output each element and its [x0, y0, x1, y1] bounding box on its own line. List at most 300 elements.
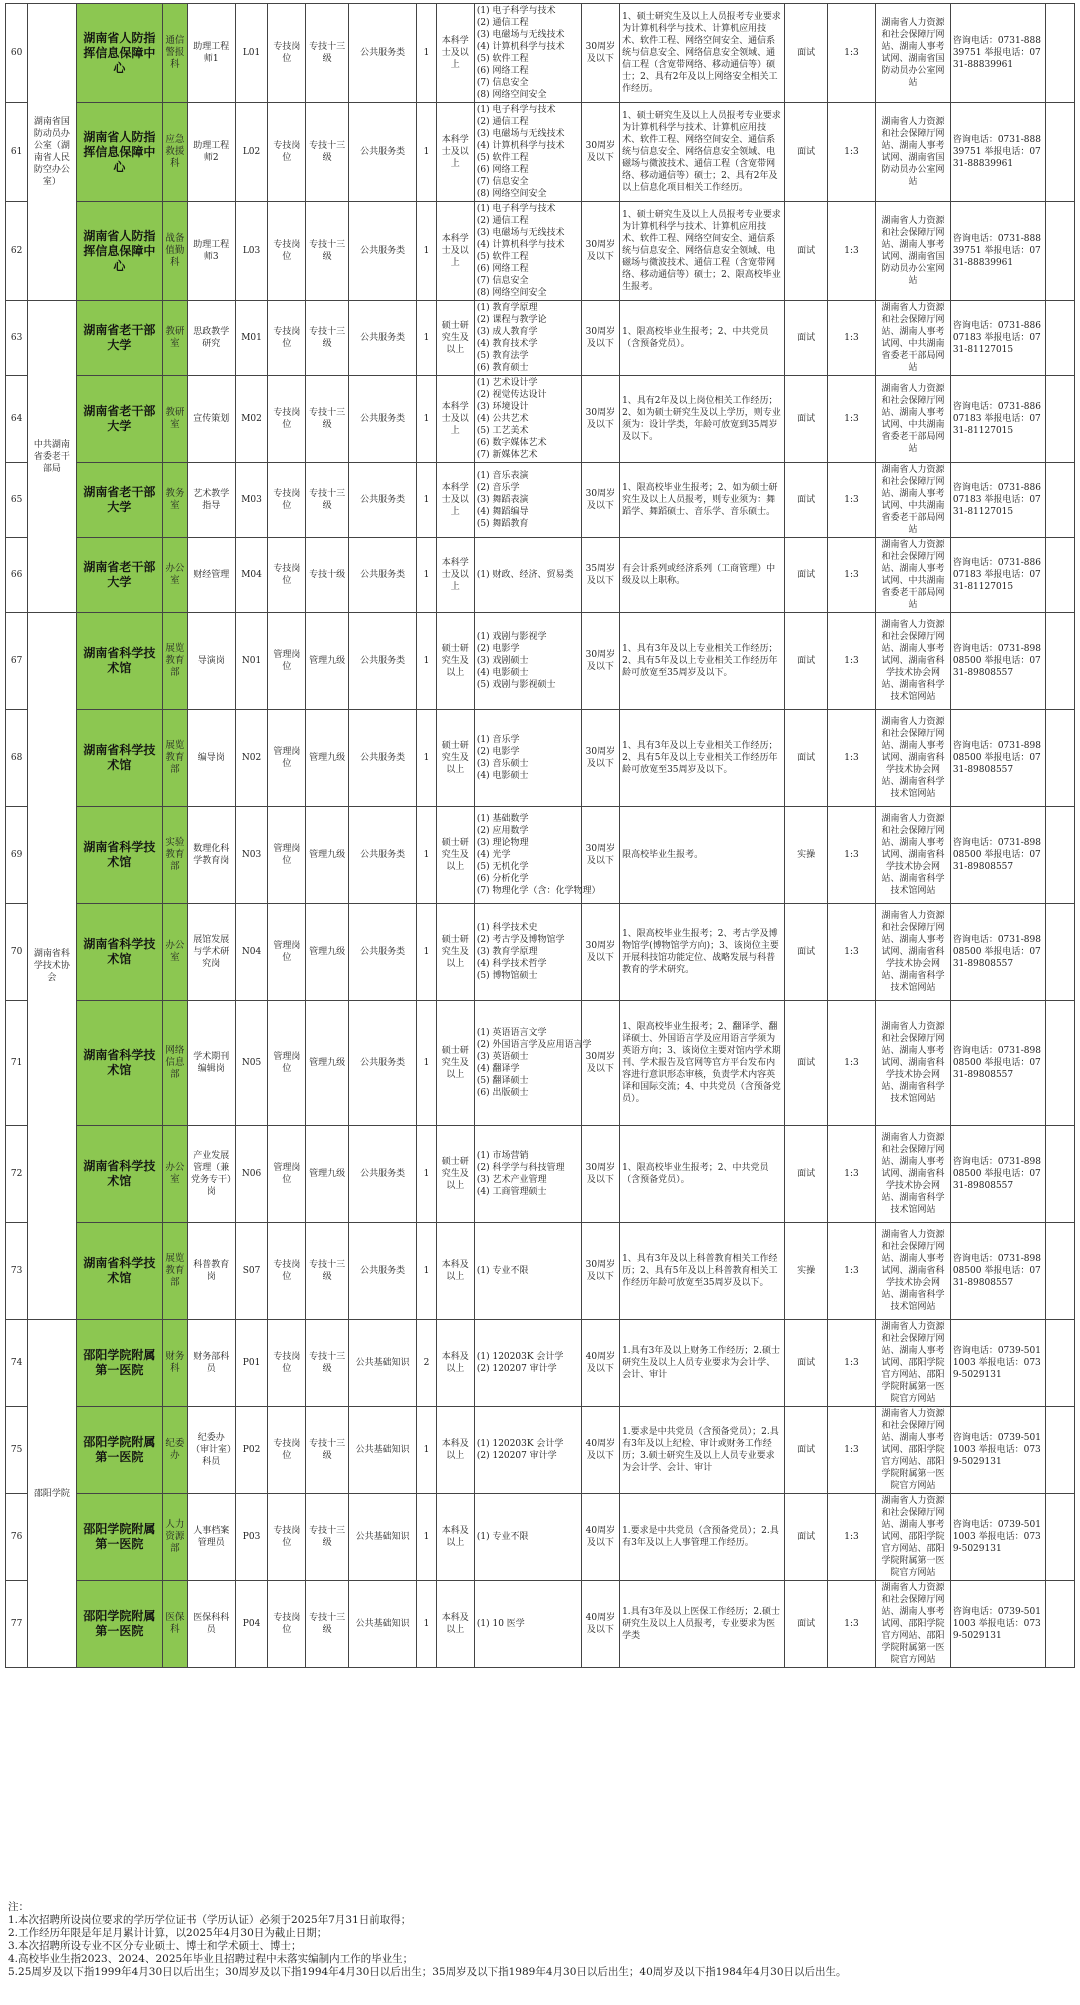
majors-list: [474, 904, 581, 1001]
row-number: 71: [6, 1001, 28, 1126]
department: 网络信息部: [163, 1001, 187, 1126]
major-item: (6) 网络工程: [476, 165, 529, 175]
post-name: 财务部科员: [187, 1320, 235, 1407]
row-number: 77: [6, 1581, 28, 1668]
age-limit: 30周岁及以下: [581, 103, 619, 202]
majors-list: [474, 538, 581, 613]
table-row: [6, 904, 1075, 1001]
major-item: (1) 艺术设计学: [476, 378, 538, 388]
unit-name: 湖南省科学技术馆: [76, 710, 163, 807]
major-item: (4) 计算机科学与技术: [476, 42, 565, 52]
major-item: (1) 基础数学: [476, 814, 529, 824]
major-item: (3) 成人教育学: [476, 327, 538, 337]
notice-channel: 湖南省人力资源和社会保障厅网站、湖南人事考试网、邵阳学院官方网站、邵阳学院附属第一医院官方网站: [876, 1407, 951, 1494]
remark: [1045, 904, 1074, 1001]
other-requirements: 有会计系列或经济系列（工商管理）中级及以上职称。: [620, 538, 785, 613]
education: 本科及以上: [436, 1494, 474, 1581]
post-level: 专技十三级: [306, 1581, 348, 1668]
recruitment-table: [5, 3, 1075, 1668]
row-number: 60: [6, 4, 28, 103]
other-requirements: 1、具有3年及以上专业相关工作经历；2、具有5年及以上专业相关工作经历年龄可放宽至35周岁及以下。: [620, 613, 785, 710]
post-type: 专技岗位: [268, 4, 306, 103]
ratio: 1:3: [827, 807, 875, 904]
unit-name: 湖南省人防指挥信息保障中心: [76, 103, 163, 202]
post-name: 助理工程师3: [187, 202, 235, 301]
unit-name: 邵阳学院附属第一医院: [76, 1494, 163, 1581]
post-code: L02: [235, 103, 267, 202]
contact-info: 咨询电话：0731-89808500 举报电话：0731-89808557: [950, 613, 1045, 710]
major-item: (4) 计算机科学与技术: [476, 141, 565, 151]
major-item: (1) 电子科学与技术: [476, 6, 556, 16]
exam-category: 公共基础知识: [348, 1320, 417, 1407]
majors-list: [474, 613, 581, 710]
notes-section: [8, 1901, 1068, 1979]
post-type: 专技岗位: [268, 1407, 306, 1494]
post-name: 学术期刊编辑岗: [187, 1001, 235, 1126]
post-type: 专技岗位: [268, 1494, 306, 1581]
education: 本科学士及以上: [436, 463, 474, 538]
major-item: (2) 科学学与科技管理: [476, 1163, 565, 1173]
post-level: 专技十三级: [306, 202, 348, 301]
hire-count: 1: [417, 904, 436, 1001]
ratio: 1:3: [827, 202, 875, 301]
post-type: 管理岗位: [268, 1126, 306, 1223]
exam-method: 面试: [785, 103, 827, 202]
ratio: 1:3: [827, 376, 875, 463]
education: 硕士研究生及以上: [436, 1001, 474, 1126]
unit-name: 湖南省老干部大学: [76, 301, 163, 376]
remark: [1045, 613, 1074, 710]
post-name: 艺术教学指导: [187, 463, 235, 538]
major-item: (2) 通信工程: [476, 18, 529, 28]
ratio: 1:3: [827, 904, 875, 1001]
major-item: (7) 物理化学（含：化学物理）: [476, 886, 601, 896]
department: 办公室: [163, 538, 187, 613]
contact-info: 咨询电话：0731-88607183 举报电话：0731-81127015: [950, 463, 1045, 538]
major-item: (1) 财政、经济、贸易类: [476, 570, 574, 580]
exam-method: 面试: [785, 1126, 827, 1223]
ratio: 1:3: [827, 613, 875, 710]
table-row: [6, 1320, 1075, 1407]
major-item: (6) 教育硕士: [476, 363, 529, 373]
exam-method: 面试: [785, 1407, 827, 1494]
hire-count: 2: [417, 1320, 436, 1407]
post-code: S07: [235, 1223, 267, 1320]
hire-count: 1: [417, 1494, 436, 1581]
remark: [1045, 1494, 1074, 1581]
major-item: (1) 音乐学: [476, 735, 520, 745]
education: 本科学士及以上: [436, 103, 474, 202]
remark: [1045, 538, 1074, 613]
exam-category: 公共服务类: [348, 807, 417, 904]
table-row: [6, 1126, 1075, 1223]
post-level: 管理九级: [306, 613, 348, 710]
major-item: (2) 外国语言学及应用语言学: [476, 1040, 592, 1050]
education: 本科及以上: [436, 1320, 474, 1407]
remark: [1045, 202, 1074, 301]
post-level: 管理九级: [306, 1001, 348, 1126]
contact-info: 咨询电话：0731-89808500 举报电话：0731-89808557: [950, 1126, 1045, 1223]
ratio: 1:3: [827, 301, 875, 376]
major-item: (5) 软件工程: [476, 252, 529, 262]
majors-list: [474, 463, 581, 538]
major-item: (2) 音乐学: [476, 483, 520, 493]
major-item: (3) 理论物理: [476, 838, 529, 848]
majors-list: [474, 301, 581, 376]
org-name: 邵阳学院: [28, 1320, 76, 1668]
contact-info: 咨询电话：0731-88839751 举报电话：0731-88839961: [950, 202, 1045, 301]
row-number: 65: [6, 463, 28, 538]
exam-method: 面试: [785, 1320, 827, 1407]
notice-channel: 湖南省人力资源和社会保障厅网站、湖南人事考试网、湖南省科学技术协会网站、湖南省科学技术馆网站: [876, 1223, 951, 1320]
major-item: (4) 电影硕士: [476, 668, 529, 678]
post-type: 管理岗位: [268, 807, 306, 904]
post-code: L03: [235, 202, 267, 301]
post-type: 专技岗位: [268, 538, 306, 613]
exam-method: 实操: [785, 807, 827, 904]
row-number: 76: [6, 1494, 28, 1581]
post-code: M01: [235, 301, 267, 376]
ratio: 1:3: [827, 1320, 875, 1407]
remark: [1045, 710, 1074, 807]
major-item: (2) 通信工程: [476, 216, 529, 226]
major-item: (3) 教育学原理: [476, 947, 538, 957]
post-name: 人事档案管理员: [187, 1494, 235, 1581]
hire-count: 1: [417, 301, 436, 376]
post-type: 管理岗位: [268, 904, 306, 1001]
post-code: M03: [235, 463, 267, 538]
ratio: 1:3: [827, 1494, 875, 1581]
notice-channel: 湖南省人力资源和社会保障厅网站、湖南人事考试网、湖南省科学技术协会网站、湖南省科学技术馆网站: [876, 1126, 951, 1223]
note-item-3: 3.本次招聘所设专业不区分专业硕士、博士和学术硕士、博士；: [8, 1940, 302, 1952]
contact-info: 咨询电话：0731-89808500 举报电话：0731-89808557: [950, 1223, 1045, 1320]
major-item: (1) 市场营销: [476, 1151, 529, 1161]
unit-name: 湖南省人防指挥信息保障中心: [76, 202, 163, 301]
row-number: 70: [6, 904, 28, 1001]
table-row: [6, 1223, 1075, 1320]
major-item: (2) 通信工程: [476, 117, 529, 127]
exam-method: 面试: [785, 613, 827, 710]
hire-count: 1: [417, 463, 436, 538]
majors-list: [474, 1494, 581, 1581]
majors-list: [474, 376, 581, 463]
table-row: [6, 103, 1075, 202]
notice-channel: 湖南省人力资源和社会保障厅网站、湖南人事考试网、湖南省国防动员办公室网站: [876, 202, 951, 301]
majors-list: [474, 1126, 581, 1223]
note-item-1: 1.本次招聘所设岗位要求的学历学位证书（学历认证）必须于2025年7月31日前取得；: [8, 1914, 412, 1926]
department: 医保科: [163, 1581, 187, 1668]
unit-name: 邵阳学院附属第一医院: [76, 1581, 163, 1668]
department: 教研室: [163, 301, 187, 376]
post-level: 专技十三级: [306, 4, 348, 103]
other-requirements: 1、限高校毕业生报考；2、考古学及博物馆学(博物馆学方向)；3、该岗位主要开展科技馆功能定位、战略发展与科普教育的学术研究。: [620, 904, 785, 1001]
exam-category: 公共服务类: [348, 4, 417, 103]
major-item: (4) 翻译学: [476, 1064, 520, 1074]
exam-method: 面试: [785, 301, 827, 376]
post-name: 编导岗: [187, 710, 235, 807]
contact-info: 咨询电话：0731-89808500 举报电话：0731-89808557: [950, 1001, 1045, 1126]
exam-method: 面试: [785, 4, 827, 103]
age-limit: 30周岁及以下: [581, 1001, 619, 1126]
post-level: 专技十三级: [306, 1320, 348, 1407]
post-name: 数理化科学教育岗: [187, 807, 235, 904]
ratio: 1:3: [827, 1126, 875, 1223]
notes-title: 注：: [8, 1901, 29, 1913]
table-row: [6, 1581, 1075, 1668]
major-item: (3) 电磁场与无线技术: [476, 228, 565, 238]
table-row: [6, 202, 1075, 301]
major-item: (1) 10 医学: [476, 1619, 525, 1629]
major-item: (2) 课程与教学论: [476, 315, 547, 325]
remark: [1045, 376, 1074, 463]
other-requirements: 1、具有3年及以上科普教育相关工作经历；2、具有5年及以上科普教育相关工作经历年龄可放宽至35周岁及以下。: [620, 1223, 785, 1320]
exam-category: 公共服务类: [348, 710, 417, 807]
age-limit: 30周岁及以下: [581, 613, 619, 710]
education: 本科及以上: [436, 1223, 474, 1320]
post-level: 专技十三级: [306, 301, 348, 376]
major-item: (5) 工艺美术: [476, 426, 529, 436]
contact-info: 咨询电话：0731-89808500 举报电话：0731-89808557: [950, 904, 1045, 1001]
ratio: 1:3: [827, 463, 875, 538]
education: 本科及以上: [436, 1581, 474, 1668]
major-item: (8) 网络空间安全: [476, 90, 547, 100]
major-item: (3) 舞蹈表演: [476, 495, 529, 505]
post-code: M02: [235, 376, 267, 463]
major-item: (2) 视觉传达设计: [476, 390, 547, 400]
notice-channel: 湖南省人力资源和社会保障厅网站、湖南人事考试网、中共湖南省委老干部局网站: [876, 376, 951, 463]
major-item: (4) 电影硕士: [476, 771, 529, 781]
unit-name: 湖南省科学技术馆: [76, 904, 163, 1001]
other-requirements: 1、限高校毕业生报考；2、如为硕士研究生及以上人员报考，则专业须为：舞蹈学、舞蹈硕士、音乐学、音乐硕士。: [620, 463, 785, 538]
age-limit: 40周岁及以下: [581, 1320, 619, 1407]
major-item: (6) 网络工程: [476, 66, 529, 76]
post-type: 管理岗位: [268, 710, 306, 807]
contact-info: 咨询电话：0731-88839751 举报电话：0731-88839961: [950, 103, 1045, 202]
majors-list: [474, 1223, 581, 1320]
notice-channel: 湖南省人力资源和社会保障厅网站、湖南人事考试网、中共湖南省委老干部局网站: [876, 301, 951, 376]
major-item: (3) 艺术产业管理: [476, 1175, 547, 1185]
ratio: 1:3: [827, 1581, 875, 1668]
post-type: 专技岗位: [268, 103, 306, 202]
exam-category: 公共基础知识: [348, 1407, 417, 1494]
row-number: 72: [6, 1126, 28, 1223]
major-item: (3) 电磁场与无线技术: [476, 129, 565, 139]
unit-name: 邵阳学院附属第一医院: [76, 1407, 163, 1494]
exam-method: 面试: [785, 1494, 827, 1581]
row-number: 67: [6, 613, 28, 710]
other-requirements: 1、限高校毕业生报考；2、中共党员（含预备党员）。: [620, 301, 785, 376]
age-limit: 40周岁及以下: [581, 1581, 619, 1668]
major-item: (6) 出版硕士: [476, 1088, 529, 1098]
other-requirements: 1、硕士研究生及以上人员报考专业要求为计算机科学与技术、计算机应用技术、软件工程、网络空间安全、通信系统与信息安全、网络信息安全领域、电磁场与微波技术、通信工程（含宽带网络、移动通信等）硕士；2、限高校毕业生报考。: [620, 202, 785, 301]
notice-channel: 湖南省人力资源和社会保障厅网站、湖南人事考试网、湖南省科学技术协会网站、湖南省科学技术馆网站: [876, 807, 951, 904]
notice-channel: 湖南省人力资源和社会保障厅网站、湖南人事考试网、中共湖南省委老干部局网站: [876, 463, 951, 538]
table-row: [6, 1494, 1075, 1581]
major-item: (3) 环境设计: [476, 402, 529, 412]
exam-category: 公共服务类: [348, 202, 417, 301]
major-item: (2) 120207 审计学: [476, 1364, 557, 1374]
other-requirements: 1.要求是中共党员（含预备党员）；2.具有3年及以上纪检、审计或财务工作经历；3.硕士研究生及以上人员专业要求为会计学、会计、审计: [620, 1407, 785, 1494]
post-type: 管理岗位: [268, 1001, 306, 1126]
remark: [1045, 1407, 1074, 1494]
org-name: 湖南省国防动员办公室（湖南省人民防空办公室）: [28, 4, 76, 301]
majors-list: [474, 1001, 592, 1126]
department: 应急救援科: [163, 103, 187, 202]
remark: [1045, 1320, 1074, 1407]
education: 本科学士及以上: [436, 376, 474, 463]
post-code: N03: [235, 807, 267, 904]
post-code: N06: [235, 1126, 267, 1223]
remark: [1045, 807, 1074, 904]
unit-name: 湖南省科学技术馆: [76, 1001, 163, 1126]
department: 教务室: [163, 463, 187, 538]
post-code: N02: [235, 710, 267, 807]
unit-name: 湖南省科学技术馆: [76, 1126, 163, 1223]
hire-count: 1: [417, 376, 436, 463]
other-requirements: 1.具有3年及以上医保工作经历；2.硕士研究生及以上人员报考，专业要求为医学类: [620, 1581, 785, 1668]
age-limit: 30周岁及以下: [581, 202, 619, 301]
post-code: N05: [235, 1001, 267, 1126]
contact-info: 咨询电话：0731-88607183 举报电话：0731-81127015: [950, 301, 1045, 376]
exam-method: 实操: [785, 1223, 827, 1320]
majors-list: [474, 1581, 581, 1668]
post-level: 专技十三级: [306, 376, 348, 463]
table-row: [6, 538, 1075, 613]
exam-method: 面试: [785, 202, 827, 301]
education: 本科学士及以上: [436, 538, 474, 613]
post-code: P01: [235, 1320, 267, 1407]
major-item: (4) 科学技术哲学: [476, 959, 547, 969]
major-item: (5) 无机化学: [476, 862, 529, 872]
table-row: [6, 376, 1075, 463]
major-item: (5) 翻译硕士: [476, 1076, 529, 1086]
major-item: (2) 电影学: [476, 644, 520, 654]
post-level: 专技十三级: [306, 1407, 348, 1494]
department: 纪委办: [163, 1407, 187, 1494]
row-number: 68: [6, 710, 28, 807]
remark: [1045, 1126, 1074, 1223]
hire-count: 1: [417, 1407, 436, 1494]
hire-count: 1: [417, 1126, 436, 1223]
major-item: (1) 科学技术史: [476, 923, 538, 933]
hire-count: 1: [417, 1581, 436, 1668]
major-item: (4) 光学: [476, 850, 511, 860]
post-name: 导演岗: [187, 613, 235, 710]
hire-count: 1: [417, 710, 436, 807]
exam-category: 公共服务类: [348, 904, 417, 1001]
remark: [1045, 1581, 1074, 1668]
post-code: L01: [235, 4, 267, 103]
table-row: [6, 807, 1075, 904]
education: 硕士研究生及以上: [436, 710, 474, 807]
post-name: 助理工程师1: [187, 4, 235, 103]
age-limit: 30周岁及以下: [581, 1223, 619, 1320]
exam-category: 公共服务类: [348, 1223, 417, 1320]
post-level: 专技十三级: [306, 103, 348, 202]
table-row: [6, 710, 1075, 807]
exam-method: 面试: [785, 538, 827, 613]
post-name: 产业发展管理（兼党务专干）岗: [187, 1126, 235, 1223]
major-item: (2) 电影学: [476, 747, 520, 757]
majors-list: [474, 1320, 581, 1407]
age-limit: 30周岁及以下: [581, 301, 619, 376]
department: 办公室: [163, 904, 187, 1001]
department: 人力资源部: [163, 1494, 187, 1581]
ratio: 1:3: [827, 1001, 875, 1126]
contact-info: 咨询电话：0731-89808500 举报电话：0731-89808557: [950, 710, 1045, 807]
row-number: 64: [6, 376, 28, 463]
department: 财务科: [163, 1320, 187, 1407]
contact-info: 咨询电话：0731-89808500 举报电话：0731-89808557: [950, 807, 1045, 904]
majors-list: [474, 4, 581, 103]
major-item: (3) 音乐硕士: [476, 759, 529, 769]
major-item: (6) 网络工程: [476, 264, 529, 274]
note-item-5: 5.25周岁及以下指1999年4月30日以后出生；30周岁及以下指1994年4月30日以后出生；35周岁及以下指1989年4月30日以后出生；40周岁及以下指1984年4月30日以后出生。: [8, 1966, 847, 1978]
post-type: 专技岗位: [268, 1581, 306, 1668]
post-name: 助理工程师2: [187, 103, 235, 202]
contact-info: 咨询电话：0739-5011003 举报电话：0739-5029131: [950, 1494, 1045, 1581]
row-number: 73: [6, 1223, 28, 1320]
major-item: (5) 教育法学: [476, 351, 529, 361]
unit-name: 湖南省老干部大学: [76, 463, 163, 538]
post-name: 医保科科员: [187, 1581, 235, 1668]
exam-method: 面试: [785, 1001, 827, 1126]
department: 实验教育部: [163, 807, 187, 904]
other-requirements: 1、硕士研究生及以上人员报考专业要求为计算机科学与技术、计算机应用技术、软件工程、网络空间安全、通信系统与信息安全、网络信息安全领域、通信工程（含宽带网络、移动通信等）硕士；2、具有2年及以上网络安全相关工作经历。: [620, 4, 785, 103]
major-item: (3) 英语硕士: [476, 1052, 529, 1062]
exam-category: 公共基础知识: [348, 1494, 417, 1581]
major-item: (1) 专业不限: [476, 1266, 529, 1276]
other-requirements: 1、限高校毕业生报考；2、中共党员（含预备党员）。: [620, 1126, 785, 1223]
notice-channel: 湖南省人力资源和社会保障厅网站、湖南人事考试网、湖南省国防动员办公室网站: [876, 103, 951, 202]
age-limit: 30周岁及以下: [581, 463, 619, 538]
hire-count: 1: [417, 1223, 436, 1320]
major-item: (1) 电子科学与技术: [476, 105, 556, 115]
majors-list: [474, 1407, 581, 1494]
table-row: [6, 1001, 1075, 1126]
hire-count: 1: [417, 807, 436, 904]
age-limit: 30周岁及以下: [581, 4, 619, 103]
other-requirements: 1.具有3年及以上财务工作经历；2.硕士研究生及以上人员专业要求为会计学、会计、审计: [620, 1320, 785, 1407]
notice-channel: 湖南省人力资源和社会保障厅网站、湖南人事考试网、湖南省国防动员办公室网站: [876, 4, 951, 103]
other-requirements: 1、限高校毕业生报考；2、翻译学、翻译硕士、外国语言学及应用语言学须为英语方向；3、该岗位主要对馆内学术期刊、学术报告及官网等官方平台发布内容进行意识形态审核，负责学术内容英译和国际交流；4、中共党员（含预备党员）。: [620, 1001, 785, 1126]
notice-channel: 湖南省人力资源和社会保障厅网站、湖南人事考试网、湖南省科学技术协会网站、湖南省科学技术馆网站: [876, 1001, 951, 1126]
department: 展览教育部: [163, 1223, 187, 1320]
exam-method: 面试: [785, 904, 827, 1001]
department: 教研室: [163, 376, 187, 463]
major-item: (2) 考古学及博物馆学: [476, 935, 565, 945]
hire-count: 1: [417, 1001, 436, 1126]
major-item: (2) 应用数学: [476, 826, 529, 836]
education: 硕士研究生及以上: [436, 1126, 474, 1223]
major-item: (4) 计算机科学与技术: [476, 240, 565, 250]
major-item: (1) 专业不限: [476, 1532, 529, 1542]
exam-category: 公共服务类: [348, 1126, 417, 1223]
remark: [1045, 103, 1074, 202]
row-number: 69: [6, 807, 28, 904]
contact-info: 咨询电话：0739-5011003 举报电话：0739-5029131: [950, 1581, 1045, 1668]
major-item: (1) 音乐表演: [476, 471, 529, 481]
contact-info: 咨询电话：0739-5011003 举报电话：0739-5029131: [950, 1407, 1045, 1494]
row-number: 74: [6, 1320, 28, 1407]
contact-info: 咨询电话：0731-88839751 举报电话：0731-88839961: [950, 4, 1045, 103]
table-row: [6, 463, 1075, 538]
row-number: 66: [6, 538, 28, 613]
major-item: (8) 网络空间安全: [476, 189, 547, 199]
post-type: 专技岗位: [268, 202, 306, 301]
post-level: 管理九级: [306, 904, 348, 1001]
note-item-2: 2.工作经历年限是年足月累计计算，以2025年4月30日为截止日期；: [8, 1927, 328, 1939]
